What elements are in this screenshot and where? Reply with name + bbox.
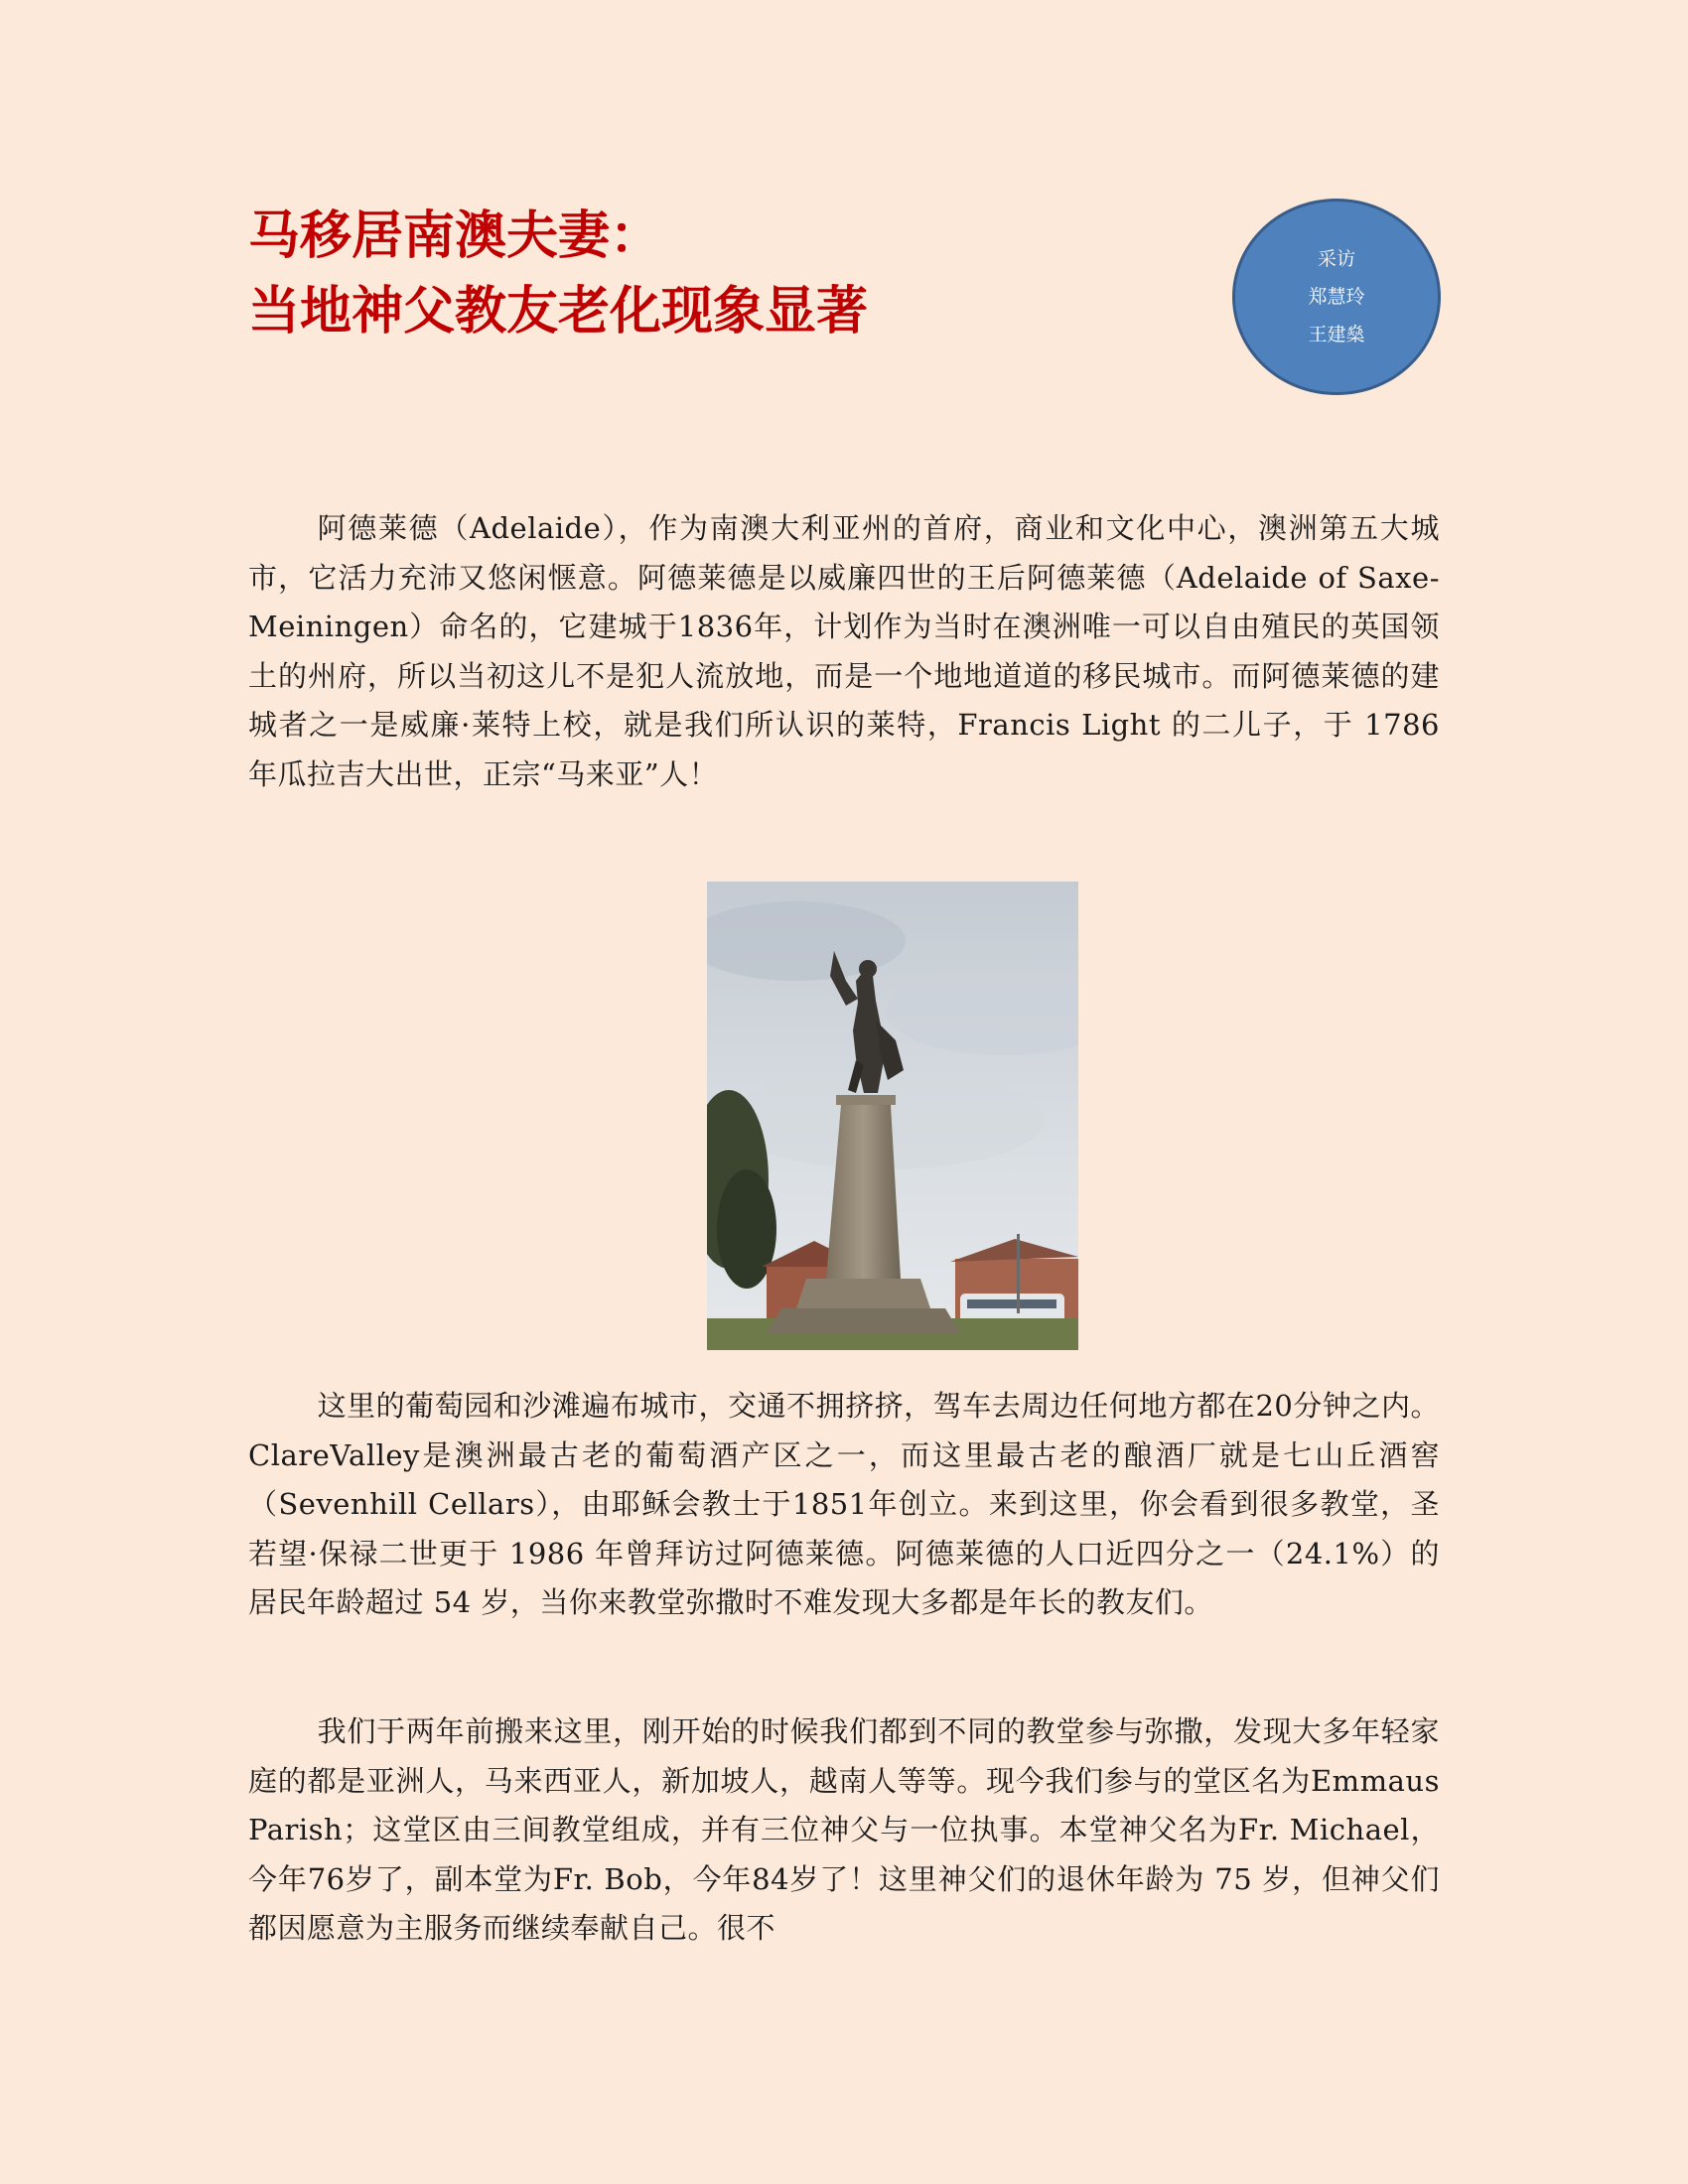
paragraph-1-block xyxy=(248,504,1440,799)
article-title xyxy=(248,199,1142,349)
statue-photo xyxy=(707,882,1078,1350)
article-title-line-1: 马移居南澳夫妻： xyxy=(248,206,662,266)
paragraph-2: 这里的葡萄园和沙滩遍布城市，交通不拥挤挤，驾车去周边任何地方都在20分钟之内。ClareValley是澳洲最古老的葡萄酒产区之一，而这里最古老的酿酒厂就是七山丘酒窖（Sevenhill Cellars），由耶稣会教士于1851年创立。来到这里，你会看到很多教堂，圣若望·保禄二世更于 1986 年曾拜访过阿德莱德。阿德莱德的人口近四分之一（24.1%）的居民年龄超过 54 岁，当你来教堂弥撒时不难发现大多都是年长的教友们。 xyxy=(248,1389,1440,1619)
paragraph-3-block xyxy=(248,1707,1440,1954)
article-title-line-2: 当地神父教友老化现象显著 xyxy=(248,282,869,341)
byline-badge xyxy=(1232,199,1441,395)
byline-label: 采访 xyxy=(1317,248,1355,270)
paragraph-1: 阿德莱德（Adelaide），作为南澳大利亚州的首府，商业和文化中心，澳洲第五大城市，它活力充沛又悠闲惬意。阿德莱德是以威廉四世的王后阿德莱德（Adelaide of Saxe-Meiningen）命名的，它建城于1836年，计划作为当时在澳洲唯一可以自由殖民的英国领土的州府，所以当初这儿不是犯人流放地，而是一个地地道道的移民城市。而阿德莱德的建城者之一是威廉·莱特上校，就是我们所认识的莱特，Francis Light 的二儿子，于 1786 年瓜拉吉大出世，正宗“马来亚”人！ xyxy=(248,511,1440,791)
paragraph-3: 我们于两年前搬来这里，刚开始的时候我们都到不同的教堂参与弥撒，发现大多年轻家庭的都是亚洲人，马来西亚人，新加坡人，越南人等等。现今我们参与的堂区名为Emmaus Parish；这堂区由三间教堂组成，并有三位神父与一位执事。本堂神父名为Fr. Michael，今年76岁了，副本堂为Fr. Bob，今年84岁了！这里神父们的退休年龄为 75 岁，但神父们都因愿意为主服务而继续奉献自己。很不 xyxy=(248,1714,1440,1945)
paragraph-2-block xyxy=(248,1382,1440,1628)
byline-author-2: 王建燊 xyxy=(1308,324,1365,345)
byline-author-1: 郑慧玲 xyxy=(1308,286,1365,308)
